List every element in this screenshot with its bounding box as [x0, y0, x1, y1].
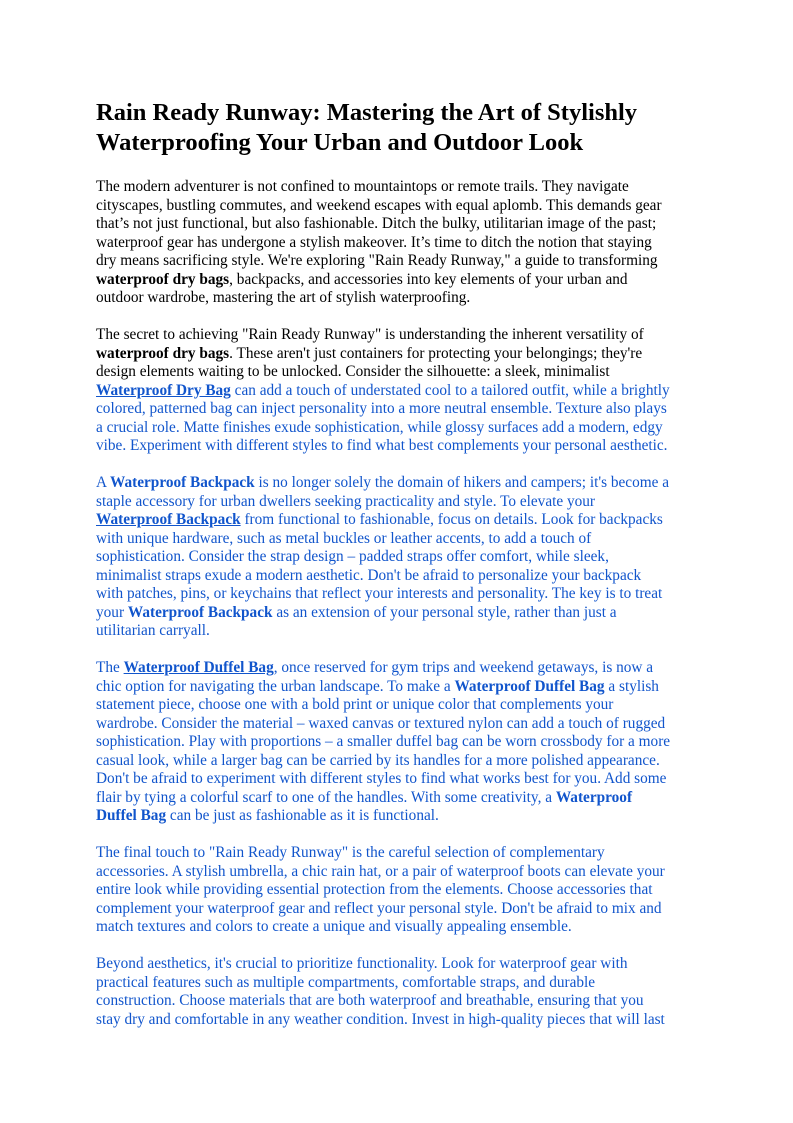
title-line-1: Rain Ready Runway: Mastering the Art of Stylishly [96, 99, 638, 126]
article [96, 98, 708, 1048]
text-line: stay dry and comfortable in any weather condition. Invest in high-quality pieces that will last [96, 1010, 665, 1028]
text-line: can be just as fashionable as it is functional. [166, 807, 439, 824]
accessories-paragraph [96, 844, 708, 937]
text-line: sophistication. Play with proportions – a smaller duffel bag can be worn crossbody for a more [96, 733, 671, 750]
functionality-paragraph [96, 955, 708, 1029]
text-line: utilitarian carryall. [96, 622, 210, 639]
intro-paragraph [96, 178, 708, 308]
text-line: design elements waiting to be unlocked. Consider the silhouette: a sleek, minimalist [96, 363, 610, 380]
dry-bags-paragraph [96, 326, 708, 456]
text-line: match textures and colors to create a unique and visually appealing ensemble. [96, 918, 572, 935]
text-line: statement piece, choose one with a bold print or unique color that complements your [96, 696, 614, 713]
text-line: waterproof gear has undergone a stylish makeover. It’s time to ditch the notion that staying [96, 233, 652, 251]
duffel-paragraph [96, 659, 708, 826]
bold-keyword: waterproof dry bags [96, 344, 230, 362]
text-line: wardrobe. Consider the material – waxed canvas or textured nylon can add a touch of rugged [96, 714, 666, 732]
text-line: cityscapes, bustling commutes, and weekend escapes with equal aplomb. This demands gear [96, 196, 662, 214]
waterproof-dry-bag-link[interactable]: Waterproof Dry Bag [96, 381, 231, 399]
text-line: sophistication. Consider the strap design – padded straps offer comfort, while sleek, [96, 548, 609, 565]
text-line: . These aren't just containers for protecting your belongings; they're [229, 344, 643, 362]
text-line: practical features such as multiple compartments, comfortable straps, and durable [96, 973, 596, 991]
text-line: chic option for navigating the urban landscape. To make a [96, 677, 455, 695]
bold-keyword: waterproof dry bags [96, 270, 230, 288]
text-line: can add a touch of understated cool to a tailored outfit, while a brightly [230, 381, 670, 399]
bold-keyword: Waterproof Backpack [127, 603, 273, 621]
bold-keyword: Duffel Bag [96, 807, 167, 824]
text-line: from functional to fashionable, focus on details. Look for backpacks [240, 511, 663, 528]
bold-keyword: Waterproof Backpack [110, 474, 255, 491]
waterproof-backpack-link[interactable]: Waterproof Backpack [96, 511, 241, 528]
text-line: The secret to achieving "Rain Ready Runway" is understanding the inherent versatility of [96, 326, 644, 343]
text-line: accessories. A stylish umbrella, a chic rain hat, or a pair of waterproof boots can elevate your [96, 862, 665, 880]
text-line: Beyond aesthetics, it's crucial to prioritize functionality. Look for waterproof gear with [96, 955, 628, 972]
article-title [96, 98, 708, 158]
text-line: Don't be afraid to experiment with different styles to find what works best for you. Add some [96, 770, 667, 787]
text-line: a stylish [604, 677, 659, 695]
text-line: The [96, 659, 124, 676]
text-line: entire look while providing essential protection from the elements. Choose accessories that [96, 881, 653, 898]
text-line: casual look, while a larger bag can be carried by its handles for a more polished appearance. [96, 751, 660, 769]
text-line: as an extension of your personal style, rather than just a [272, 603, 617, 621]
text-line: complement your waterproof gear and reflect your personal style. Don't be afraid to mix and [96, 899, 662, 917]
text-line: is no longer solely the domain of hikers and campers; it's become a [254, 474, 670, 491]
text-line: construction. Choose materials that are both waterproof and breathable, ensuring that you [96, 992, 644, 1009]
text-line: that’s not just functional, but also fashionable. Ditch the bulky, utilitarian image of the past; [96, 215, 657, 232]
title-line-2: Waterproofing Your Urban and Outdoor Look [96, 129, 584, 156]
waterproof-duffel-bag-link[interactable]: Waterproof Duffel Bag [123, 659, 274, 676]
text-line: with unique hardware, such as metal buckles or leather accents, to add a touch of [96, 529, 592, 547]
text-line: with patches, pins, or keychains that reflect your interests and personality. The key is to treat [96, 585, 663, 602]
text-line: flair by tying a colorful scarf to one of the handles. With some creativity, a [96, 788, 556, 806]
bold-keyword: Waterproof Duffel Bag [454, 677, 605, 695]
text-line: , once reserved for gym trips and weekend getaways, is now a [273, 659, 654, 676]
text-line: dry means sacrificing style. We're exploring "Rain Ready Runway," a guide to transforming [96, 252, 658, 269]
text-line: staple accessory for urban dwellers seeking practicality and style. To elevate your [96, 492, 596, 510]
bold-keyword: Waterproof [555, 788, 633, 806]
text-line: The final touch to "Rain Ready Runway" is the careful selection of complementary [96, 844, 605, 861]
text-line: The modern adventurer is not confined to mountaintops or remote trails. They navigate [96, 178, 629, 195]
text-line: a crucial role. Matte finishes exude sophistication, while glossy surfaces add a modern, edgy [96, 418, 663, 436]
text-line: colored, patterned bag can inject personality into a more neutral ensemble. Texture also plays [96, 400, 667, 417]
text-line: A [96, 474, 111, 491]
backpack-paragraph [96, 474, 708, 641]
text-line: vibe. Experiment with different styles to find what best complements your personal aesthetic. [96, 437, 668, 454]
text-line: your [96, 603, 128, 621]
text-line: minimalist straps exude a modern aesthetic. Don't be afraid to personalize your backpack [96, 566, 642, 584]
text-line: , backpacks, and accessories into key elements of your urban and [229, 270, 628, 288]
text-line: outdoor wardrobe, mastering the art of stylish waterproofing. [96, 289, 471, 306]
